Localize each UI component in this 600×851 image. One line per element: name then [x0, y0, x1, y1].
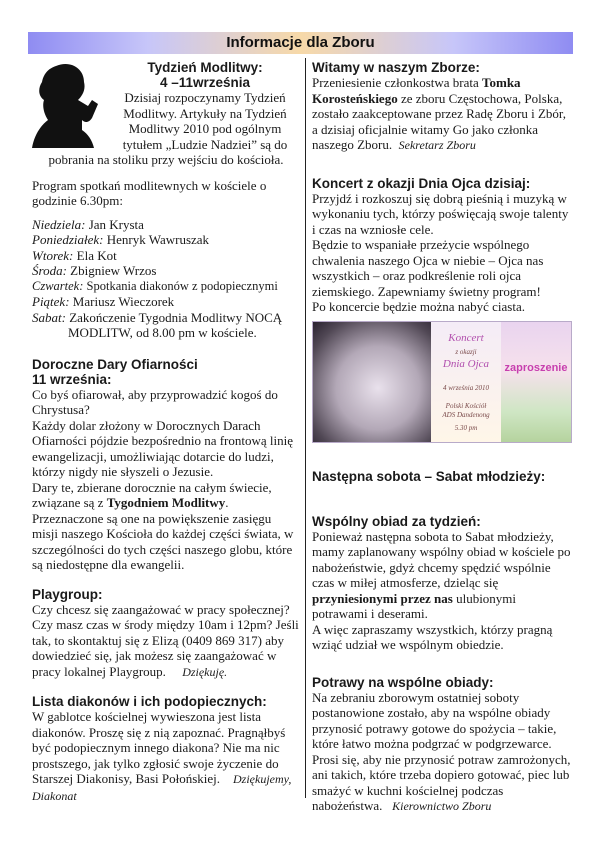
koncert-title: Koncert z okazji Dnia Ojca dzisiaj:: [312, 175, 531, 191]
dary-p4: Przeznaczone są one na powiększenie zasięgu misji naszego Kościoła do każdej części świata, w szczególności do tych części naszego globu, które są niedostępne dla ewangelii.: [32, 510, 294, 572]
program-day-row: Czwartek: Spotkania diakonów z podopiecznymi: [32, 278, 278, 293]
father-child-photo: [313, 322, 431, 442]
koncert-body: Przyjdź i rozkoszuj się dobrą pieśnią i muzyką w wykonaniu tych, którzy poświęcają swoje talenty i czas na wzniosłe cele.: [312, 190, 569, 237]
poster-date: 4 września 2010: [443, 383, 489, 392]
column-divider: [305, 58, 306, 798]
dary-section: [32, 357, 300, 573]
lista-signature: Dziękujemy, Diakonat: [32, 772, 292, 803]
program-day-row: Piątek: Mariusz Wieczorek: [32, 294, 175, 309]
program-day-row: Sabat: Zakończenie Tygodnia Modlitwy NOCĄ: [32, 309, 283, 325]
koncert-section: [312, 176, 574, 443]
playgroup-signature: Dziękuję.: [182, 664, 228, 679]
poster-place1: Polski Kościół: [445, 401, 487, 410]
obiad-body3: A więc zapraszamy wszystkich, którzy pragną wziąć udział we wspólnym obiedzie.: [312, 621, 553, 652]
witamy-body: Przeniesienie członkostwa brata Tomka Korosteńskiego ze zboru Częstochowa, Polska, zostało zaakceptowane przez Radę Zboru i Zbór, a dzisiaj oficjalnie witamy Go jako członka naszego Zboru. Sekretarz Zboru: [312, 75, 566, 152]
left-column: [32, 60, 300, 804]
header-banner: [28, 32, 573, 54]
nastepna-title: Następna sobota – Sabat młodzieży:: [312, 468, 546, 484]
poster-line1: Koncert: [448, 331, 484, 344]
tydzien-dates: 4 –11września: [159, 75, 251, 90]
potrawy-body: Na zebraniu zborowym ostatniej soboty postanowione zostało, aby na wspólne obiady przynosić potrawy gotowe do spożycia – takie, które łatwo można podgrzać w podgrzewarce. Prosi się, aby nie przynosić potraw zamrożonych, ani takich, które trzeba dopiero gotować, piec lub smażyć w kuchni kościelnej podczas nabożeństwa. Kierownictwo Zboru: [312, 689, 571, 813]
program-day-row: Niedziela: Jan Krysta: [32, 216, 144, 232]
program-intro: Program spotkań modlitewnych w kościele o godzinie 6.30pm:: [32, 177, 267, 208]
poster-line2: z okazji: [455, 347, 477, 356]
program-day-row: Środa: Zbigniew Wrzos: [32, 263, 157, 278]
nastepna-section: [312, 469, 574, 484]
lista-section: [32, 694, 300, 804]
lista-title: Lista diakonów i ich podopiecznych:: [32, 694, 267, 709]
dary-date: 11 września:: [32, 371, 112, 387]
playgroup-section: [32, 587, 300, 681]
playgroup-body: Czy chcesz się zaangażować w pracy społecznej? Czy masz czas w środy między 10am i 12pm? Jeśli tak, to skontaktuj się z Elizą (0409 869 317) aby dowiedzieć się, jak możesz się zaangażować w pracy lokalnej Playgroup. Dziękuję.: [32, 601, 299, 679]
potrawy-title: Potrawy na wspólne obiady:: [312, 674, 494, 690]
dary-p1: Co byś ofiarował, aby przyprowadzić kogoś do Chrystusa?: [32, 386, 278, 417]
right-column: [312, 60, 574, 815]
obiad-section: [312, 514, 574, 653]
dary-p2: Każdy dolar złożony w Dorocznych Darach Ofiarności pójdzie bezpośrednio na frontową linię ewangelizacji, umożliwiając dotarcie do ludzi, którzy nigdy nie słyszeli o Jezusie.: [32, 417, 293, 479]
poster-place2: ADS Dandenong: [442, 410, 490, 419]
program-day-row: Wtorek: Ela Kot: [32, 247, 117, 263]
tydzien-title: Tydzień Modlitwy:: [147, 60, 263, 75]
koncert-body2: Będzie to wspaniałe przeżycie wspólnego chwalenia naszego Ojca w niebie – Ojca nas wszystkich – oraz podkreślenie roli ojca ziemskiego. Zapewniamy świetny program!: [312, 237, 544, 299]
tydzien-body: Dzisiaj rozpoczynamy Tydzień Modlitwy. Artykuły na Tydzień Modlitwy 2010 pod ogólnym tytułem „Ludzie Nadziei” są do pobrania na stoliku przy wejściu do kościoła.: [48, 90, 288, 167]
playgroup-title: Playgroup:: [32, 586, 103, 602]
poster-time: 5.30 pm: [454, 423, 478, 432]
concert-poster-image: [312, 321, 572, 443]
page-title: Informacje dla Zboru: [226, 34, 375, 51]
potrawy-section: [312, 675, 574, 815]
witamy-section: [312, 60, 574, 154]
poster-invite: zaproszenie: [504, 361, 568, 374]
obiad-body: Ponieważ następna sobota to Sabat młodzieży, mamy zaplanowany wspólny obiad w kościele po nabożeństwie, gdyż chcemy spędzić wspólnie czas w miłej atmosferze, dzieląc się przyniesionymi przez nas ulubionymi potrawami i deserami.: [312, 528, 571, 621]
lista-body: W gablotce kościelnej wywieszona jest lista diakonów. Proszę się z nią zapoznać. Pragnąłbyś być podopiecznym innego diakona? Nie ma nic prostszego, jak tylko zgłosić swoje życzenie do Starszej Diakonisy, Basi Połońskiej. Dziękujemy, Diakonat: [32, 709, 292, 803]
koncert-body3: Po koncercie będzie można nabyć ciasta.: [312, 299, 525, 314]
program-day-row: Poniedziałek: Henryk Wawruszak: [32, 232, 210, 247]
dary-p3: Dary te, zbierane dorocznie na całym świecie, związane są z Tygodniem Modlitwy.: [32, 479, 272, 510]
poster-line3: Dnia Ojca: [442, 357, 490, 370]
tydzien-section: [32, 60, 300, 168]
witamy-title: Witamy w naszym Zborze:: [312, 60, 480, 75]
potrawy-signature: Kierownictwo Zboru: [392, 799, 492, 813]
obiad-title: Wspólny obiad za tydzień:: [312, 513, 481, 529]
dary-title: Doroczne Dary Ofiarności: [32, 356, 198, 372]
program-sabat-cont: MODLITW, od 8.00 pm w kościele.: [68, 325, 257, 340]
program-section: [32, 178, 300, 341]
praying-silhouette-icon: [26, 60, 104, 148]
witamy-signature: Sekretarz Zboru: [398, 138, 476, 152]
